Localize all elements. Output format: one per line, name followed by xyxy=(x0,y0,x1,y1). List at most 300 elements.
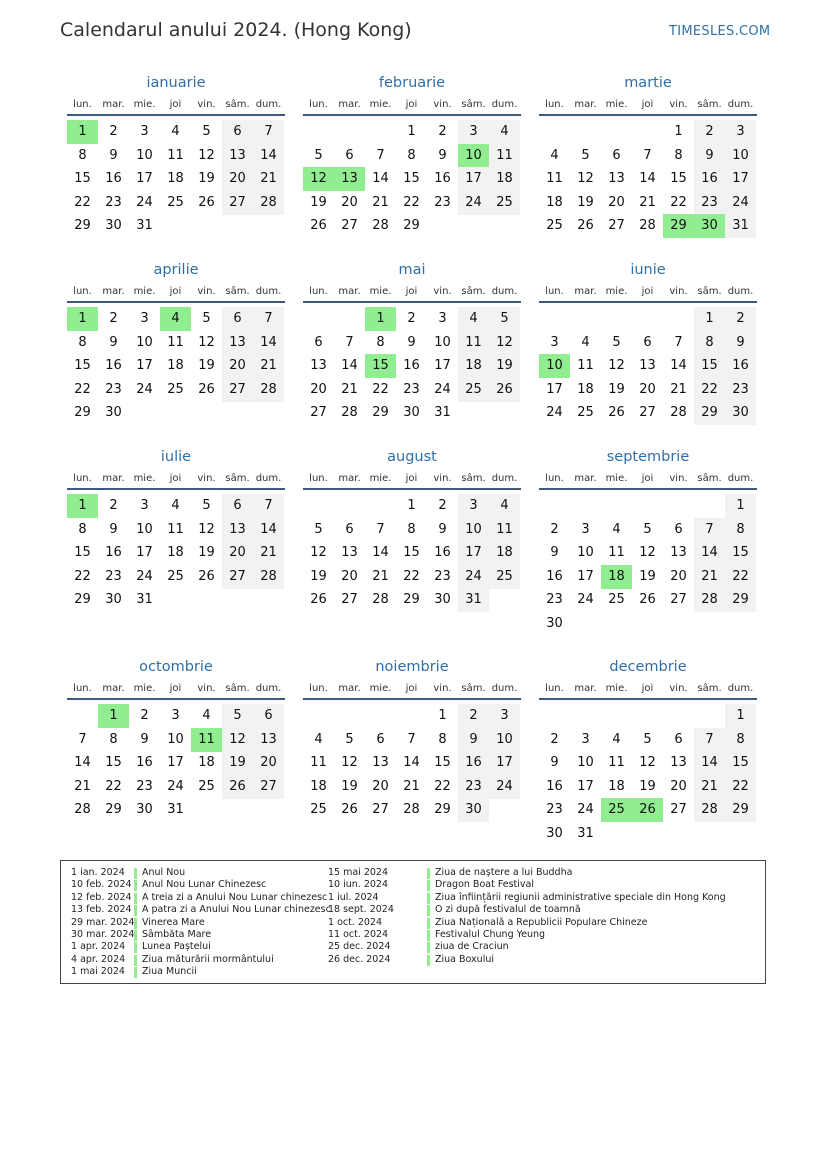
weekday-label: vin. xyxy=(669,286,688,297)
day-cell: 18 xyxy=(458,354,489,378)
day-cell: 12 xyxy=(310,545,327,561)
day-cell: 20 xyxy=(341,194,358,210)
weekday-label: mie. xyxy=(605,286,628,297)
day-cell: 20 xyxy=(222,541,253,565)
weekday-label: dum. xyxy=(727,683,754,694)
weekday-label: mar. xyxy=(102,683,125,694)
day-cell: 23 xyxy=(136,778,153,794)
day-cell: 22 xyxy=(725,775,756,799)
day-cell: 10 xyxy=(136,521,153,537)
day-cell: 16 xyxy=(105,358,122,374)
day-cell: 13 xyxy=(372,755,389,771)
month-name: mai xyxy=(398,262,426,278)
day-cell: 23 xyxy=(105,568,122,584)
weekday-label: mar. xyxy=(338,286,361,297)
month-divider xyxy=(67,698,285,700)
day-cell: 19 xyxy=(310,568,327,584)
day-cell: 15 xyxy=(403,545,420,561)
day-cell: 14 xyxy=(670,358,687,374)
day-cell: 23 xyxy=(434,568,451,584)
day-cell: 20 xyxy=(222,167,253,191)
day-cell: 15 xyxy=(74,171,91,187)
weekday-label: vin. xyxy=(669,683,688,694)
day-cell: 27 xyxy=(670,592,687,608)
holiday-entry xyxy=(61,892,761,904)
day-cell: 2 xyxy=(438,498,447,513)
day-cell: 12 xyxy=(198,334,215,350)
holiday-date: 4 apr. 2024 xyxy=(71,953,126,965)
weekday-label: vin. xyxy=(197,683,216,694)
day-cell: 30 xyxy=(725,401,756,425)
day-cell: 27 xyxy=(222,378,253,402)
weekday-label: sâm. xyxy=(697,99,722,110)
weekday-label: lun. xyxy=(545,683,564,694)
weekday-label: joi xyxy=(169,473,182,484)
day-cell: 22 xyxy=(74,568,91,584)
day-cell: 28 xyxy=(74,802,91,818)
day-cell: 22 xyxy=(403,568,420,584)
weekday-label: sâm. xyxy=(225,286,250,297)
day-cell: 3 xyxy=(581,521,590,537)
month-divider xyxy=(303,488,521,490)
day-cell: 24 xyxy=(725,191,756,215)
weekday-label: lun. xyxy=(545,99,564,110)
day-cell: 7 xyxy=(78,731,87,747)
weekday-label: dum. xyxy=(727,99,754,110)
day-cell: 24 xyxy=(577,802,594,818)
holiday-day-cell: 30 xyxy=(694,214,725,238)
day-cell: 17 xyxy=(136,171,153,187)
day-cell: 4 xyxy=(489,120,520,144)
day-cell: 23 xyxy=(105,194,122,210)
day-cell: 28 xyxy=(341,405,358,421)
day-cell: 7 xyxy=(694,518,725,542)
day-cell: 3 xyxy=(581,731,590,747)
day-cell: 5 xyxy=(581,147,590,163)
holiday-entry xyxy=(61,867,761,879)
day-cell: 17 xyxy=(489,751,520,775)
holiday-day-cell: 4 xyxy=(160,307,191,331)
day-cell: 18 xyxy=(310,778,327,794)
day-cell: 16 xyxy=(725,354,756,378)
holiday-entry xyxy=(61,879,761,891)
holiday-name: Lunea Paștelui xyxy=(142,941,211,953)
day-cell: 5 xyxy=(643,731,652,747)
holiday-day-cell: 13 xyxy=(334,167,365,191)
day-cell: 10 xyxy=(167,731,184,747)
month-name: aprilie xyxy=(153,262,199,278)
weekday-label: joi xyxy=(641,473,654,484)
holiday-date: 11 oct. 2024 xyxy=(328,929,389,940)
day-cell: 19 xyxy=(608,381,625,397)
day-cell: 25 xyxy=(310,802,327,818)
day-cell: 6 xyxy=(612,147,621,163)
weekday-label: sâm. xyxy=(697,473,722,484)
month-divider xyxy=(539,301,757,303)
day-cell: 17 xyxy=(136,358,153,374)
holiday-name: ziua de Craciun xyxy=(435,941,509,953)
weekday-label: sâm. xyxy=(697,683,722,694)
day-cell: 10 xyxy=(577,545,594,561)
day-cell: 29 xyxy=(105,802,122,818)
day-cell: 29 xyxy=(74,592,91,608)
day-cell: 15 xyxy=(434,755,451,771)
day-cell: 29 xyxy=(725,588,756,612)
day-cell: 11 xyxy=(458,331,489,355)
weekday-label: dum. xyxy=(491,683,518,694)
month-name: ianuarie xyxy=(146,75,206,91)
day-cell: 21 xyxy=(74,778,91,794)
day-cell: 27 xyxy=(670,802,687,818)
day-cell: 27 xyxy=(222,191,253,215)
holiday-date: 15 mai 2024 xyxy=(328,867,389,878)
holiday-date: 10 iun. 2024 xyxy=(328,879,389,891)
day-cell: 8 xyxy=(438,731,447,747)
day-cell: 25 xyxy=(167,194,184,210)
holiday-entry xyxy=(61,941,761,953)
day-cell: 9 xyxy=(725,331,756,355)
day-cell: 19 xyxy=(310,194,327,210)
day-cell: 28 xyxy=(670,405,687,421)
weekday-label: mar. xyxy=(102,99,125,110)
weekday-label: dum. xyxy=(491,286,518,297)
day-cell: 29 xyxy=(434,802,451,818)
holiday-name: Anul Nou xyxy=(142,867,186,878)
weekday-label: vin. xyxy=(433,99,452,110)
weekday-label: vin. xyxy=(669,473,688,484)
day-cell: 4 xyxy=(458,307,489,331)
day-cell: 22 xyxy=(403,194,420,210)
weekday-label: mie. xyxy=(133,286,156,297)
day-cell: 7 xyxy=(253,120,284,144)
day-cell: 10 xyxy=(136,147,153,163)
weekday-label: mar. xyxy=(574,286,597,297)
holiday-day-cell: 25 xyxy=(601,798,632,822)
weekday-label: lun. xyxy=(309,473,328,484)
holiday-marker-icon xyxy=(427,918,430,929)
day-cell: 9 xyxy=(458,728,489,752)
day-cell: 7 xyxy=(376,147,385,163)
day-cell: 20 xyxy=(341,568,358,584)
day-cell: 12 xyxy=(341,755,358,771)
weekday-label: vin. xyxy=(197,286,216,297)
day-cell: 12 xyxy=(198,521,215,537)
holiday-legend xyxy=(60,860,766,984)
day-cell: 10 xyxy=(458,518,489,542)
day-cell: 27 xyxy=(222,565,253,589)
day-cell: 24 xyxy=(136,381,153,397)
day-cell: 29 xyxy=(74,405,91,421)
weekday-label: joi xyxy=(169,286,182,297)
day-cell: 12 xyxy=(577,171,594,187)
day-cell: 9 xyxy=(109,521,118,537)
weekday-label: mar. xyxy=(338,99,361,110)
day-cell: 14 xyxy=(694,541,725,565)
day-cell: 19 xyxy=(577,194,594,210)
day-cell: 26 xyxy=(489,378,520,402)
day-cell: 6 xyxy=(643,334,652,350)
weekday-label: mie. xyxy=(369,683,392,694)
day-cell: 26 xyxy=(639,592,656,608)
day-cell: 28 xyxy=(253,378,284,402)
day-cell: 21 xyxy=(694,775,725,799)
day-cell: 18 xyxy=(167,358,184,374)
day-cell: 22 xyxy=(105,778,122,794)
month-divider xyxy=(303,698,521,700)
day-cell: 9 xyxy=(109,147,118,163)
day-cell: 9 xyxy=(438,147,447,163)
day-cell: 6 xyxy=(222,494,253,518)
day-cell: 14 xyxy=(253,331,284,355)
day-cell: 26 xyxy=(608,405,625,421)
day-cell: 3 xyxy=(140,124,149,139)
weekday-label: mar. xyxy=(338,683,361,694)
day-cell: 2 xyxy=(550,521,559,537)
day-cell: 9 xyxy=(140,731,149,747)
month-name: iunie xyxy=(630,262,666,278)
day-cell: 30 xyxy=(136,802,153,818)
day-cell: 23 xyxy=(434,194,451,210)
day-cell: 7 xyxy=(376,521,385,537)
day-cell: 11 xyxy=(167,147,184,163)
holiday-marker-icon xyxy=(427,955,430,966)
day-cell: 27 xyxy=(341,592,358,608)
day-cell: 7 xyxy=(643,147,652,163)
day-cell: 30 xyxy=(105,405,122,421)
day-cell: 12 xyxy=(222,728,253,752)
holiday-entry xyxy=(61,929,761,941)
day-cell: 19 xyxy=(198,171,215,187)
day-cell: 2 xyxy=(458,704,489,728)
day-cell: 11 xyxy=(608,545,625,561)
holiday-date: 1 iul. 2024 xyxy=(328,891,379,903)
weekday-label: dum. xyxy=(255,473,282,484)
day-cell: 24 xyxy=(489,775,520,799)
holiday-day-cell: 11 xyxy=(191,728,222,752)
month-divider xyxy=(539,488,757,490)
day-cell: 21 xyxy=(253,167,284,191)
day-cell: 8 xyxy=(725,518,756,542)
day-cell: 25 xyxy=(546,218,563,234)
holiday-name: Ziua măturării mormântului xyxy=(142,953,274,965)
day-cell: 18 xyxy=(608,778,625,794)
day-cell: 9 xyxy=(550,755,559,771)
holiday-day-cell: 26 xyxy=(632,798,663,822)
day-cell: 22 xyxy=(725,565,756,589)
day-cell: 26 xyxy=(577,218,594,234)
day-cell: 5 xyxy=(643,521,652,537)
day-cell: 14 xyxy=(639,171,656,187)
holiday-entry xyxy=(61,954,761,966)
holiday-name: Ziua înființării regiunii administrative speciale din Hong Kong xyxy=(435,891,726,903)
day-cell: 13 xyxy=(670,755,687,771)
day-cell: 8 xyxy=(407,147,416,163)
day-cell: 14 xyxy=(341,358,358,374)
holiday-day-cell: 1 xyxy=(98,704,129,728)
day-cell: 26 xyxy=(310,592,327,608)
day-cell: 13 xyxy=(639,358,656,374)
holiday-date: 1 oct. 2024 xyxy=(328,916,383,928)
day-cell: 7 xyxy=(407,731,416,747)
day-cell: 29 xyxy=(372,405,389,421)
day-cell: 12 xyxy=(489,331,520,355)
day-cell: 8 xyxy=(694,331,725,355)
weekday-label: mar. xyxy=(574,473,597,484)
day-cell: 19 xyxy=(639,778,656,794)
day-cell: 20 xyxy=(222,354,253,378)
day-cell: 17 xyxy=(546,381,563,397)
day-cell: 15 xyxy=(670,171,687,187)
holiday-date: 25 dec. 2024 xyxy=(328,941,391,953)
holiday-name: Festivalul Chung Yeung xyxy=(435,929,546,940)
weekday-label: dum. xyxy=(255,286,282,297)
day-cell: 31 xyxy=(434,405,451,421)
holiday-marker-icon xyxy=(427,930,430,941)
day-cell: 23 xyxy=(546,592,563,608)
weekday-label: joi xyxy=(641,286,654,297)
day-cell: 26 xyxy=(341,802,358,818)
day-cell: 12 xyxy=(608,358,625,374)
day-cell: 21 xyxy=(694,565,725,589)
brand-link[interactable]: TIMESLES.COM xyxy=(669,24,771,39)
weekday-label: joi xyxy=(405,286,418,297)
day-cell: 10 xyxy=(136,334,153,350)
day-cell: 4 xyxy=(489,494,520,518)
day-cell: 10 xyxy=(725,144,756,168)
day-cell: 11 xyxy=(489,518,520,542)
day-cell: 3 xyxy=(140,498,149,513)
day-cell: 26 xyxy=(310,218,327,234)
day-cell: 6 xyxy=(314,334,323,350)
day-cell: 1 xyxy=(725,704,756,728)
holiday-date: 13 feb. 2024 xyxy=(71,904,132,916)
day-cell: 17 xyxy=(725,167,756,191)
month-name: februarie xyxy=(378,75,446,91)
day-cell: 11 xyxy=(489,144,520,168)
weekday-label: joi xyxy=(405,99,418,110)
day-cell: 4 xyxy=(550,147,559,163)
day-cell: 16 xyxy=(546,778,563,794)
holiday-day-cell: 10 xyxy=(539,354,570,378)
day-cell: 6 xyxy=(222,120,253,144)
day-cell: 22 xyxy=(372,381,389,397)
weekday-label: sâm. xyxy=(225,473,250,484)
day-cell: 18 xyxy=(577,381,594,397)
weekday-label: lun. xyxy=(73,683,92,694)
holiday-name: Sâmbăta Mare xyxy=(142,929,212,940)
day-cell: 1 xyxy=(407,124,416,139)
day-cell: 26 xyxy=(198,194,215,210)
day-cell: 4 xyxy=(581,334,590,350)
day-cell: 22 xyxy=(694,378,725,402)
day-cell: 30 xyxy=(105,218,122,234)
weekday-label: mie. xyxy=(369,473,392,484)
weekday-label: sâm. xyxy=(461,473,486,484)
weekday-label: mie. xyxy=(133,473,156,484)
weekday-label: mie. xyxy=(369,286,392,297)
weekday-label: lun. xyxy=(545,473,564,484)
holiday-marker-icon xyxy=(427,905,430,916)
day-cell: 31 xyxy=(577,826,594,841)
weekday-label: dum. xyxy=(255,683,282,694)
day-cell: 26 xyxy=(198,381,215,397)
day-cell: 13 xyxy=(310,358,327,374)
day-cell: 11 xyxy=(577,358,594,374)
day-cell: 2 xyxy=(725,307,756,331)
day-cell: 5 xyxy=(202,498,211,513)
day-cell: 4 xyxy=(612,731,621,747)
day-cell: 25 xyxy=(167,381,184,397)
day-cell: 25 xyxy=(458,378,489,402)
day-cell: 3 xyxy=(489,704,520,728)
day-cell: 11 xyxy=(310,755,327,771)
day-cell: 5 xyxy=(222,704,253,728)
month-name: martie xyxy=(624,75,672,91)
weekday-label: lun. xyxy=(73,473,92,484)
weekday-label: dum. xyxy=(491,473,518,484)
day-cell: 16 xyxy=(434,545,451,561)
day-cell: 25 xyxy=(608,592,625,608)
holiday-date: 29 mar. 2024 xyxy=(71,916,135,928)
weekday-label: vin. xyxy=(433,683,452,694)
day-cell: 30 xyxy=(546,826,563,841)
day-cell: 28 xyxy=(694,588,725,612)
month-divider xyxy=(67,301,285,303)
day-cell: 7 xyxy=(345,334,354,350)
holiday-entry xyxy=(61,904,761,916)
day-cell: 13 xyxy=(222,144,253,168)
month-name: noiembrie xyxy=(375,659,449,675)
day-cell: 22 xyxy=(434,778,451,794)
weekday-label: lun. xyxy=(309,99,328,110)
day-cell: 16 xyxy=(458,751,489,775)
holiday-day-cell: 18 xyxy=(601,565,632,589)
day-cell: 21 xyxy=(372,568,389,584)
day-cell: 2 xyxy=(109,498,118,513)
day-cell: 20 xyxy=(670,568,687,584)
day-cell: 23 xyxy=(403,381,420,397)
day-cell: 18 xyxy=(546,194,563,210)
day-cell: 16 xyxy=(136,755,153,771)
day-cell: 17 xyxy=(577,778,594,794)
day-cell: 21 xyxy=(639,194,656,210)
day-cell: 23 xyxy=(105,381,122,397)
weekday-label: vin. xyxy=(433,286,452,297)
day-cell: 14 xyxy=(403,755,420,771)
page-title: Calendarul anului 2024. (Hong Kong) xyxy=(60,19,412,41)
holiday-name: Vinerea Mare xyxy=(142,916,205,928)
weekday-label: dum. xyxy=(727,286,754,297)
day-cell: 8 xyxy=(674,147,683,163)
weekday-label: joi xyxy=(405,473,418,484)
day-cell: 30 xyxy=(105,592,122,608)
holiday-day-cell: 10 xyxy=(458,144,489,168)
day-cell: 14 xyxy=(74,755,91,771)
day-cell: 11 xyxy=(167,521,184,537)
holiday-marker-icon xyxy=(134,967,137,978)
day-cell: 10 xyxy=(434,334,451,350)
day-cell: 10 xyxy=(577,755,594,771)
day-cell: 9 xyxy=(109,334,118,350)
day-cell: 2 xyxy=(694,120,725,144)
day-cell: 2 xyxy=(550,731,559,747)
day-cell: 3 xyxy=(458,120,489,144)
holiday-marker-icon xyxy=(427,942,430,953)
day-cell: 20 xyxy=(670,778,687,794)
holiday-date: 26 dec. 2024 xyxy=(328,953,391,965)
weekday-label: sâm. xyxy=(225,683,250,694)
day-cell: 9 xyxy=(407,334,416,350)
